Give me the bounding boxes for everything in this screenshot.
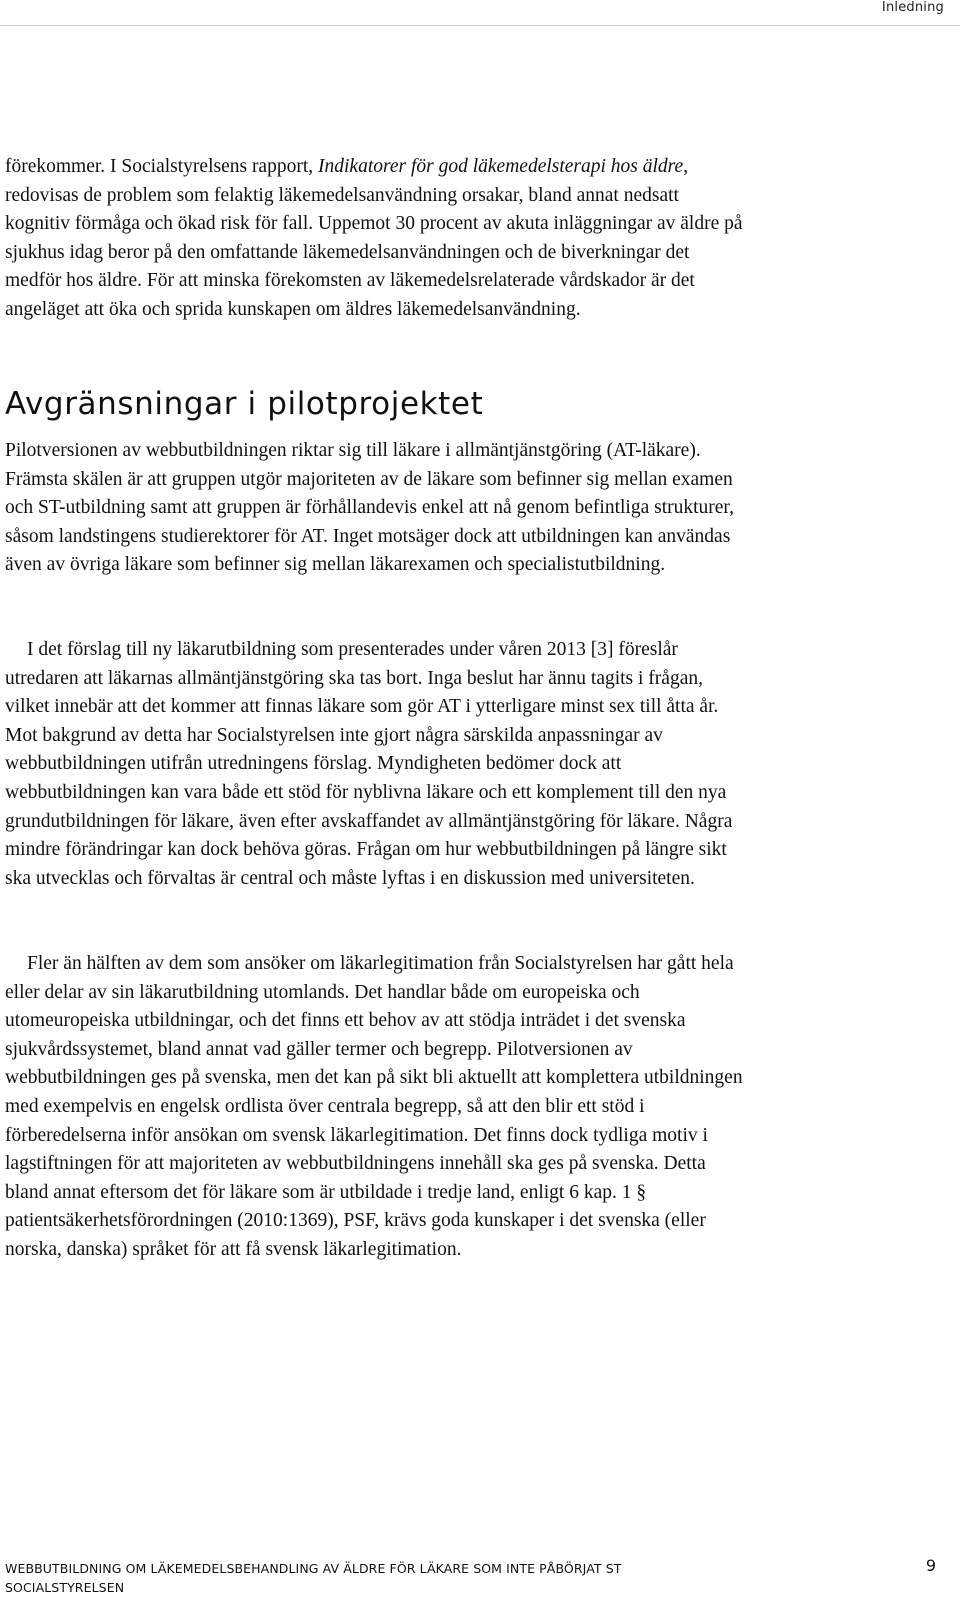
footer-document-title: WEBBUTBILDNING OM LÄKEMEDELSBEHANDLING AV ÄLDRE FÖR LÄKARE SOM INTE PÅBÖRJAT ST: [5, 1561, 622, 1576]
intro-lead-text: förekommer. I Socialstyrelsens rapport,: [5, 156, 318, 177]
intro-rest-text: , redovisas de problem som felaktig läkemedelsanvändning orsakar, bland annat nedsatt kognitiv förmåga och ökad risk för fall. Uppemot 30 procent av akuta inläggningar av äldre på sjukhus idag beror på den omfattande läkemedelsanvändningen och de biverkningar det medför hos äldre. För att minska förekomsten av läkemedelsrelaterade vårdskador är det angeläget att öka och sprida kunskapen om äldres läkemedelsanvändning.: [5, 156, 743, 320]
page-number: 9: [925, 1556, 936, 1575]
intro-paragraph: [5, 153, 745, 325]
scope-paragraph: Pilotversionen av webbutbildningen riktar sig till läkare i allmäntjänstgöring (AT-läkare). Främsta skälen är att gruppen utgör majoriteten av de läkare som befinner sig mellan examen och ST-utbildning samt att gruppen är förhållandevis enkel att nå genom befintliga strukturer, såsom landstingens studierektorer för AT. Inget motsäger dock att utbildningen kan användas även av övriga läkare som befinner sig mellan läkarexamen och specialistutbildning.: [5, 440, 735, 576]
footer-organization: SOCIALSTYRELSEN: [5, 1580, 125, 1595]
report-title: Indikatorer för god läkemedelsterapi hos äldre: [318, 156, 684, 177]
header-divider: [0, 25, 960, 26]
running-header: Inledning: [881, 0, 944, 15]
section-heading: Avgränsningar i pilotprojektet: [5, 386, 484, 422]
foreign-education-paragraph: Fler än hälften av dem som ansöker om läkarlegitimation från Socialstyrelsen har gått hela eller delar av sin läkarutbildning utomlands. Det handlar både om europeiska och utomeuropeiska utbildningar, och det finns ett behov av att stödja inträdet i det svenska sjukvårdssystemet, bland annat vad gäller termer och begrepp. Pilotversionen av webbutbildningen ges på svenska, men det kan på sikt bli aktuellt att komplettera utbildningen med exempelvis en engelsk ordlista över centrala begrepp, så att den blir ett stöd i förberedelserna inför ansökan om svensk läkarlegitimation. Det finns dock tydliga motiv i lagstiftningen för att majoriteten av webbutbildningens innehåll ska ges på svenska. Detta bland annat eftersom det för läkare som är utbildade i tredje land, enligt 6 kap. 1 § patientsäkerhetsförordningen (2010:1369), PSF, krävs goda kunskaper i det svenska (eller norska, danska) språket för att få svensk läkarlegitimation.: [5, 953, 743, 1260]
proposal-paragraph: I det förslag till ny läkarutbildning som presenterades under våren 2013 [3] föreslår utredaren att läkarnas allmäntjänstgöring ska tas bort. Inga beslut har ännu tagits i frågan, vilket innebär att det kommer att finnas läkare som gör AT i ytterligare minst sex till åtta år. Mot bakgrund av detta har Socialstyrelsen inte gjort några särskilda anpassningar av webbutbildningen utifrån utredningens förslag. Myndigheten bedömer dock att webbutbildningen kan vara både ett stöd för nyblivna läkare och ett komplement till den nya grundutbildningen för läkare, även efter avskaffandet av allmäntjänstgöring för läkare. Några mindre förändringar kan dock behöva göras. Frågan om hur webbutbildningen på längre sikt ska utvecklas och förvaltas är central och måste lyftas i en diskussion med universiteten.: [5, 639, 733, 889]
